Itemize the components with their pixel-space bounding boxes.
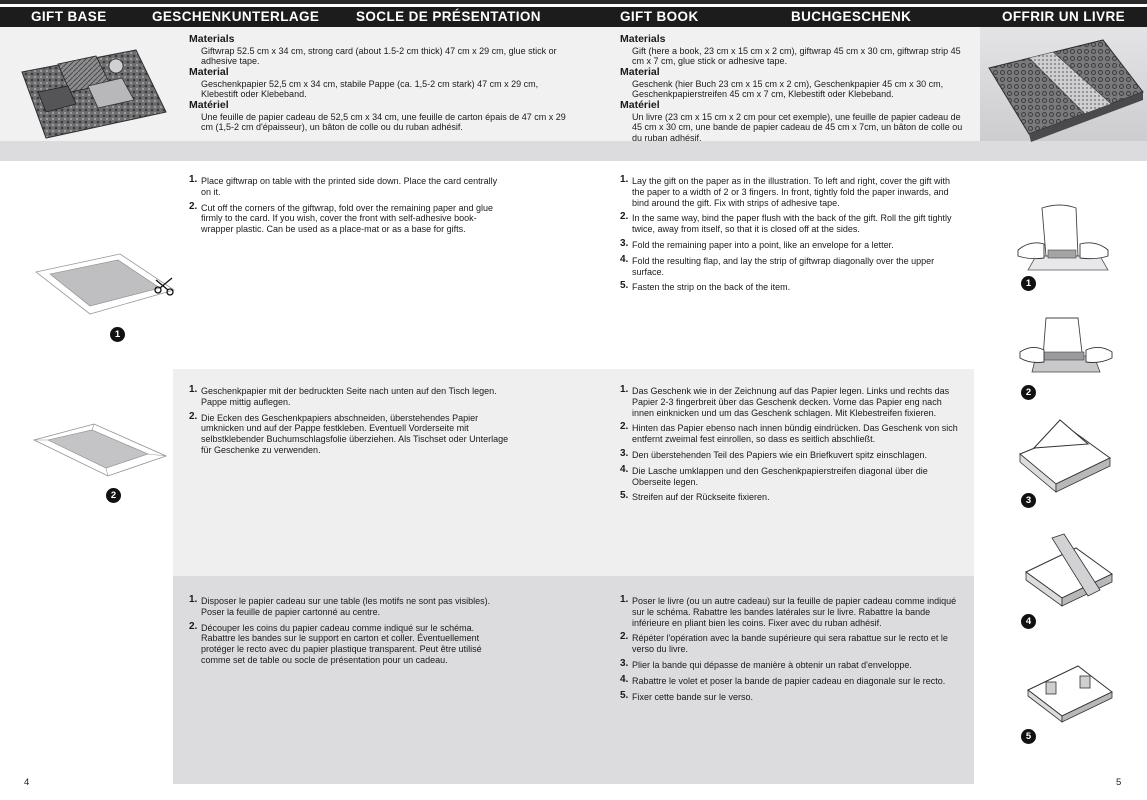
page-number-left: 4 bbox=[24, 777, 30, 788]
materials-left bbox=[189, 34, 569, 133]
materials-heading-fr: Matériel bbox=[620, 99, 660, 112]
title-gift-base: GIFT BASE bbox=[31, 9, 107, 24]
materials-heading-de: Material bbox=[620, 66, 660, 79]
list-item: 1. Das Geschenk wie in der Zeichnung auf das Papier legen. Links und rechts das Papier 2-3 fingerbreit über das Geschenk decken. Vorne das Papier eng nach innen einknicken und um das Geschenk schlagen. Mit Klebestreifen fixieren. bbox=[620, 384, 950, 418]
list-item: 1. Geschenkpapier mit der bedruckten Seite nach unten auf den Tisch legen. Pappe mittig auflegen. bbox=[189, 384, 497, 407]
materials-text-en: Gift (here a book, 23 cm x 15 cm x 2 cm), giftwrap 45 cm x 30 cm, giftwrap strip 45 cm x 7 cm, glue stick or adhesive tape. bbox=[632, 45, 961, 67]
list-item: 4. Die Lasche umklappen und den Geschenkpapierstreifen diagonal über die Oberseite legen. bbox=[620, 463, 928, 487]
gift-base-steps-en bbox=[189, 176, 509, 240]
list-item: 5. Streifen auf der Rückseite fixieren. bbox=[620, 490, 770, 503]
list-item: 4. Fold the resulting flap, and lay the strip of giftwrap diagonally over the upper surface. bbox=[620, 253, 935, 277]
list-item: 2. Répéter l'opération avec la bande supérieure qui sera rabattue sur le recto et le verso du livre. bbox=[620, 631, 948, 655]
step-badge-4: 4 bbox=[1021, 614, 1036, 629]
list-item: 5. Fixer cette bande sur le verso. bbox=[620, 689, 754, 702]
gift-base-steps-de bbox=[189, 386, 509, 461]
title-gift-book: GIFT BOOK bbox=[620, 9, 699, 24]
gift-base-illustration-1 bbox=[28, 248, 178, 320]
materials-heading-en: Materials bbox=[189, 33, 235, 45]
header-bar bbox=[0, 7, 1147, 27]
list-item: 2. Hinten das Papier ebenso nach innen bündig eindrücken. Das Geschenk von sich entfernt zweimal fest einrollen, so dass es seitlich abschließt. bbox=[620, 421, 958, 445]
list-item: 1. Lay the gift on the paper as in the illustration. To left and right, cover the gift with the paper to a width of 2 or 3 fingers. In front, tightly fold the paper inwards, and bind around the gift. Fix with strips of adhesive tape. bbox=[620, 174, 951, 208]
step-badge-1: 1 bbox=[1021, 276, 1036, 291]
materials-separator-strip bbox=[0, 141, 1147, 161]
materials-text-fr: Une feuille de papier cadeau de 52,5 cm x 34 cm, une feuille de carton épais de 47 cm x 29 cm (1,5-2 cm d'épaisseur), un bâton de colle ou du ruban adhésif. bbox=[201, 111, 566, 133]
gift-book-steps-de bbox=[620, 386, 962, 508]
title-socle-de-presentation: SOCLE DE PRÉSENTATION bbox=[356, 9, 541, 24]
list-item: 3. Fold the remaining paper into a point, like an envelope for a letter. bbox=[620, 237, 894, 250]
list-item: 4. Rabattre le volet et poser la bande de papier cadeau en diagonale sur le recto. bbox=[620, 673, 946, 686]
materials-text-de: Geschenk (hier Buch 23 cm x 15 cm x 2 cm), Geschenkpapier 45 cm x 30 cm, Geschenkpapierstreifen 45 cm x 7 cm, Klebestift oder Klebeband. bbox=[632, 78, 944, 100]
gift-base-photo bbox=[18, 42, 168, 142]
materials-text-de: Geschenkpapier 52,5 cm x 34 cm, stabile Pappe (ca. 1,5-2 cm stark) 47 cm x 29 cm, Klebestift oder Klebeband. bbox=[201, 78, 539, 100]
list-item: 3. Plier la bande qui dépasse de manière à obtenir un rabat d'enveloppe. bbox=[620, 657, 912, 670]
step-badge-2: 2 bbox=[106, 488, 121, 503]
materials-heading-en: Materials bbox=[620, 33, 666, 45]
page-number-right: 5 bbox=[1116, 777, 1122, 788]
gift-book-illustration-3 bbox=[1014, 418, 1114, 494]
list-item: 2. In the same way, bind the paper flush with the back of the gift. Roll the gift tightly twice, away from itself, so that it is closed off at the sides. bbox=[620, 211, 952, 235]
gift-book-illustration-4 bbox=[1022, 534, 1116, 608]
list-item: 5. Fasten the strip on the back of the item. bbox=[620, 280, 791, 293]
gift-book-illustration-1 bbox=[1014, 200, 1112, 274]
step-badge-3: 3 bbox=[1021, 493, 1036, 508]
list-item: 2. Découper les coins du papier cadeau comme indiqué sur le schéma. Rabattre les bandes sur le support en carton et coller. Éventuellement protéger le recto avec du papier plastique transparent. Peut être utilisé comme set de table ou socle de présentation pour un cadeau. bbox=[189, 620, 482, 665]
materials-heading-de: Material bbox=[189, 66, 229, 79]
gift-book-illustration-5 bbox=[1024, 658, 1116, 724]
title-buchgeschenk: BUCHGESCHENK bbox=[791, 9, 912, 24]
list-item: 1. Place giftwrap on table with the printed side down. Place the card centrally on it. bbox=[189, 174, 498, 197]
materials-text-en: Giftwrap 52.5 cm x 34 cm, strong card (about 1.5-2 cm thick) 47 cm x 29 cm, glue stick or adhesive tape. bbox=[201, 45, 557, 67]
list-item: 1. Disposer le papier cadeau sur une table (les motifs ne sont pas visibles). Poser la feuille de papier cartonné au centre. bbox=[189, 594, 491, 617]
step-badge-5: 5 bbox=[1021, 729, 1036, 744]
gift-base-steps-fr bbox=[189, 596, 511, 671]
title-offrir-un-livre: OFFRIR UN LIVRE bbox=[1002, 9, 1125, 24]
gift-book-steps-en bbox=[620, 176, 956, 298]
gift-book-steps-fr bbox=[620, 596, 962, 707]
gift-book-photo bbox=[985, 34, 1145, 146]
materials-heading-fr: Matériel bbox=[189, 99, 229, 112]
step-badge-2: 2 bbox=[1021, 385, 1036, 400]
header-top-rule bbox=[0, 0, 1147, 4]
gift-base-illustration-2 bbox=[30, 418, 170, 480]
list-item: 2. Cut off the corners of the giftwrap, fold over the remaining paper and glue firmly to the card. If you wish, cover the front with self-adhesive book-wrapper plastic. Can be used as a place-mat or as a base for gifts. bbox=[189, 200, 494, 235]
list-item: 2. Die Ecken des Geschenkpapiers abschneiden, überstehendes Papier umknicken und auf der Pappe festkleben. Eventuell Vorderseite mit selbstklebender Buchumschlagsfolie überziehen. Als Tischset oder Unterlage für Geschenke zu verwenden. bbox=[189, 410, 509, 455]
list-item: 1. Poser le livre (ou un autre cadeau) sur la feuille de papier cadeau comme indiqué sur le schéma. Rabattre les bandes latérales sur le livre. Rabattre la bande inférieure en pliant bien les coins. Fixer avec du ruban adhésif. bbox=[620, 594, 957, 628]
materials-right bbox=[620, 34, 972, 144]
materials-text-fr: Un livre (23 cm x 15 cm x 2 cm pour cet exemple), une feuille de papier cadeau de 45 cm x 30 cm, une bande de papier cadeau de 45 cm x 7cm, un bâton de colle ou du ruban adhésif. bbox=[632, 111, 963, 144]
step-badge-1: 1 bbox=[110, 327, 125, 342]
list-item: 3. Den überstehenden Teil des Papiers wie ein Briefkuvert spitz einschlagen. bbox=[620, 447, 928, 460]
title-geschenkunterlage: GESCHENKUNTERLAGE bbox=[152, 9, 320, 24]
gift-book-illustration-2 bbox=[1018, 312, 1114, 382]
